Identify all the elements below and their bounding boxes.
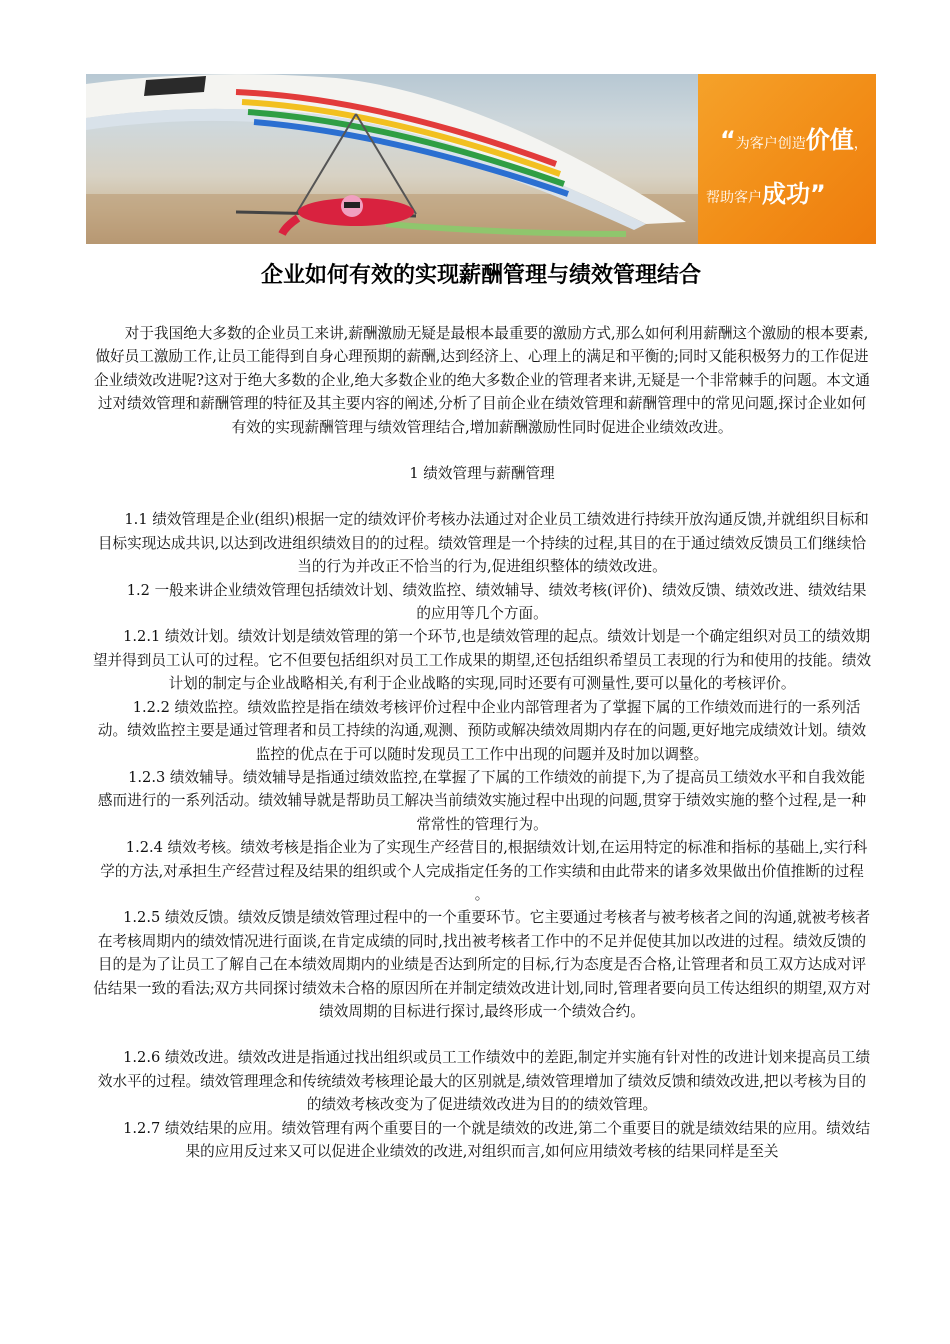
- paragraph-1-2-3: 1.2.3 绩效辅导。绩效辅导是指通过绩效监控,在掌握了下属的工作绩效的前提下,为了提高员工绩效水平和自我效能感而进行的一系列活动。绩效辅导就是帮助员工解决当前绩效实施过程中出现的问题,贯穿于绩效实施的整个过程,是一种常常性的管理行为。: [97, 768, 867, 833]
- slogan-text-success: 成功: [762, 180, 810, 208]
- hang-glider-photo: [86, 74, 698, 244]
- open-quote: “: [720, 126, 736, 154]
- section-heading: 1 绩效管理与薪酬管理: [409, 465, 555, 483]
- slogan-text-help: 帮助客户: [706, 190, 762, 206]
- paragraph-1-2-6: 1.2.6 绩效改进。绩效改进是指通过找出组织或员工工作绩效中的差距,制定并实施有针对性的改进计划来提高员工绩效水平的过程。绩效管理理念和传统绩效考核理论最大的区别就是,绩效管理增加了绩效反馈和绩效改进,把以考核为目的的绩效考核改变为了促进绩效改进为目的的绩效管理。: [97, 1049, 871, 1114]
- document-title: 企业如何有效的实现薪酬管理与绩效管理结合: [260, 263, 701, 288]
- paragraph-1-1: 1.1 绩效管理是企业(组织)根据一定的绩效评价考核办法通过对企业员工绩效进行持续开放沟通反馈,并就组织目标和目标实现达成共识,以达到改进组织绩效目的的过程。绩效管理是一个持续的过程,其目的在于通过绩效反馈员工们继续恰当的行为并改正不恰当的行为,促进组织整体的绩效改进。: [97, 511, 869, 576]
- slogan-line-value: [720, 120, 868, 155]
- paragraph-1-2-1: 1.2.1 绩效计划。绩效计划是绩效管理的第一个环节,也是绩效管理的起点。绩效计划是一个确定组织对员工的绩效期望并得到员工认可的过程。它不但要包括组织对员工工作成果的期望,还包括组织希望员工表现的行为和使用的技能。绩效计划的制定与企业战略相关,有利于企业战略的实现,同时还要有可测量性,要可以量化的考核评价。: [92, 628, 872, 693]
- slogan-text-create: 为客户创造: [735, 136, 806, 152]
- paragraph-1-2-7: 1.2.7 绩效结果的应用。绩效管理有两个重要目的一个就是绩效的改进,第二个重要目的就是绩效结果的应用。绩效结果的应用反过来又可以促进企业绩效的改进,对组织而言,如何应用绩效考核的结果同样是至关: [123, 1119, 871, 1160]
- paragraph-1-2-4: 1.2.4 绩效考核。绩效考核是指企业为了实现生产经营目的,根据绩效计划,在运用特定的标准和指标的基础上,实行科学的方法,对承担生产经营过程及结果的组织或个人完成指定任务的工作实绩和由此带来的诸多效果做出价值推断的过程 。: [100, 839, 868, 903]
- paragraph-1-2-2: 1.2.2 绩效监控。绩效监控是指在绩效考核评价过程中企业内部管理者为了掌握下属的工作绩效而进行的一系列活动。绩效监控主要是通过管理者和员工持续的沟通,观测、预防或解决绩效周期内存在的问题,更好地完成绩效计划。绩效监控的优点在于可以随时发现员工工作中出现的问题并及时加以调整。: [97, 698, 867, 763]
- document-body: [92, 322, 872, 1163]
- paragraph-1-2: 1.2 一般来讲企业绩效管理包括绩效计划、绩效监控、绩效辅导、绩效考核(评价)、绩效反馈、绩效改进、绩效结果的应用等几个方面。: [126, 581, 867, 623]
- slogan-comma: ，: [853, 136, 868, 152]
- header-banner: [86, 74, 876, 244]
- slogan-line-success: [706, 174, 826, 209]
- intro-paragraph: 对于我国绝大多数的企业员工来讲,薪酬激励无疑是最根本最重要的激励方式,那么如何利用薪酬这个激励的根本要素,做好员工激励工作,让员工能得到自身心理预期的薪酬,达到经济上、心理上的满足和平衡的;同时又能积极努力的工作促进企业绩效改进呢?这对于绝大多数的企业,绝大多数企业的绝大多数企业的管理者来讲,无疑是一个非常棘手的问题。本文通过对绩效管理和薪酬管理的特征及其主要内容的阐述,分析了目前企业在绩效管理和薪酬管理中的常见问题,探讨企业如何有效的实现薪酬管理与绩效管理结合,增加薪酬激励性同时促进企业绩效改进。: [94, 325, 870, 436]
- slogan-text-value: 价值: [805, 126, 854, 154]
- slogan-panel: [698, 74, 876, 244]
- hang-glider-illustration: [86, 74, 698, 244]
- close-quote: ”: [810, 180, 826, 208]
- paragraph-1-2-5: 1.2.5 绩效反馈。绩效反馈是绩效管理过程中的一个重要环节。它主要通过考核者与被考核者之间的沟通,就被考核者在考核周期内的绩效情况进行面谈,在肯定成绩的同时,找出被考核者工作中的不足并促使其加以改进的过程。绩效反馈的目的是为了让员工了解自己在本绩效周期内的业绩是否达到所定的目标,行为态度是否合格,让管理者和员工双方达成对评估结果一致的看法;双方共同探讨绩效未合格的原因所在并制定绩效改进计划,同时,管理者要向员工传达组织的期望,双方对绩效周期的目标进行探讨,最终形成一个绩效合约。: [93, 909, 871, 1020]
